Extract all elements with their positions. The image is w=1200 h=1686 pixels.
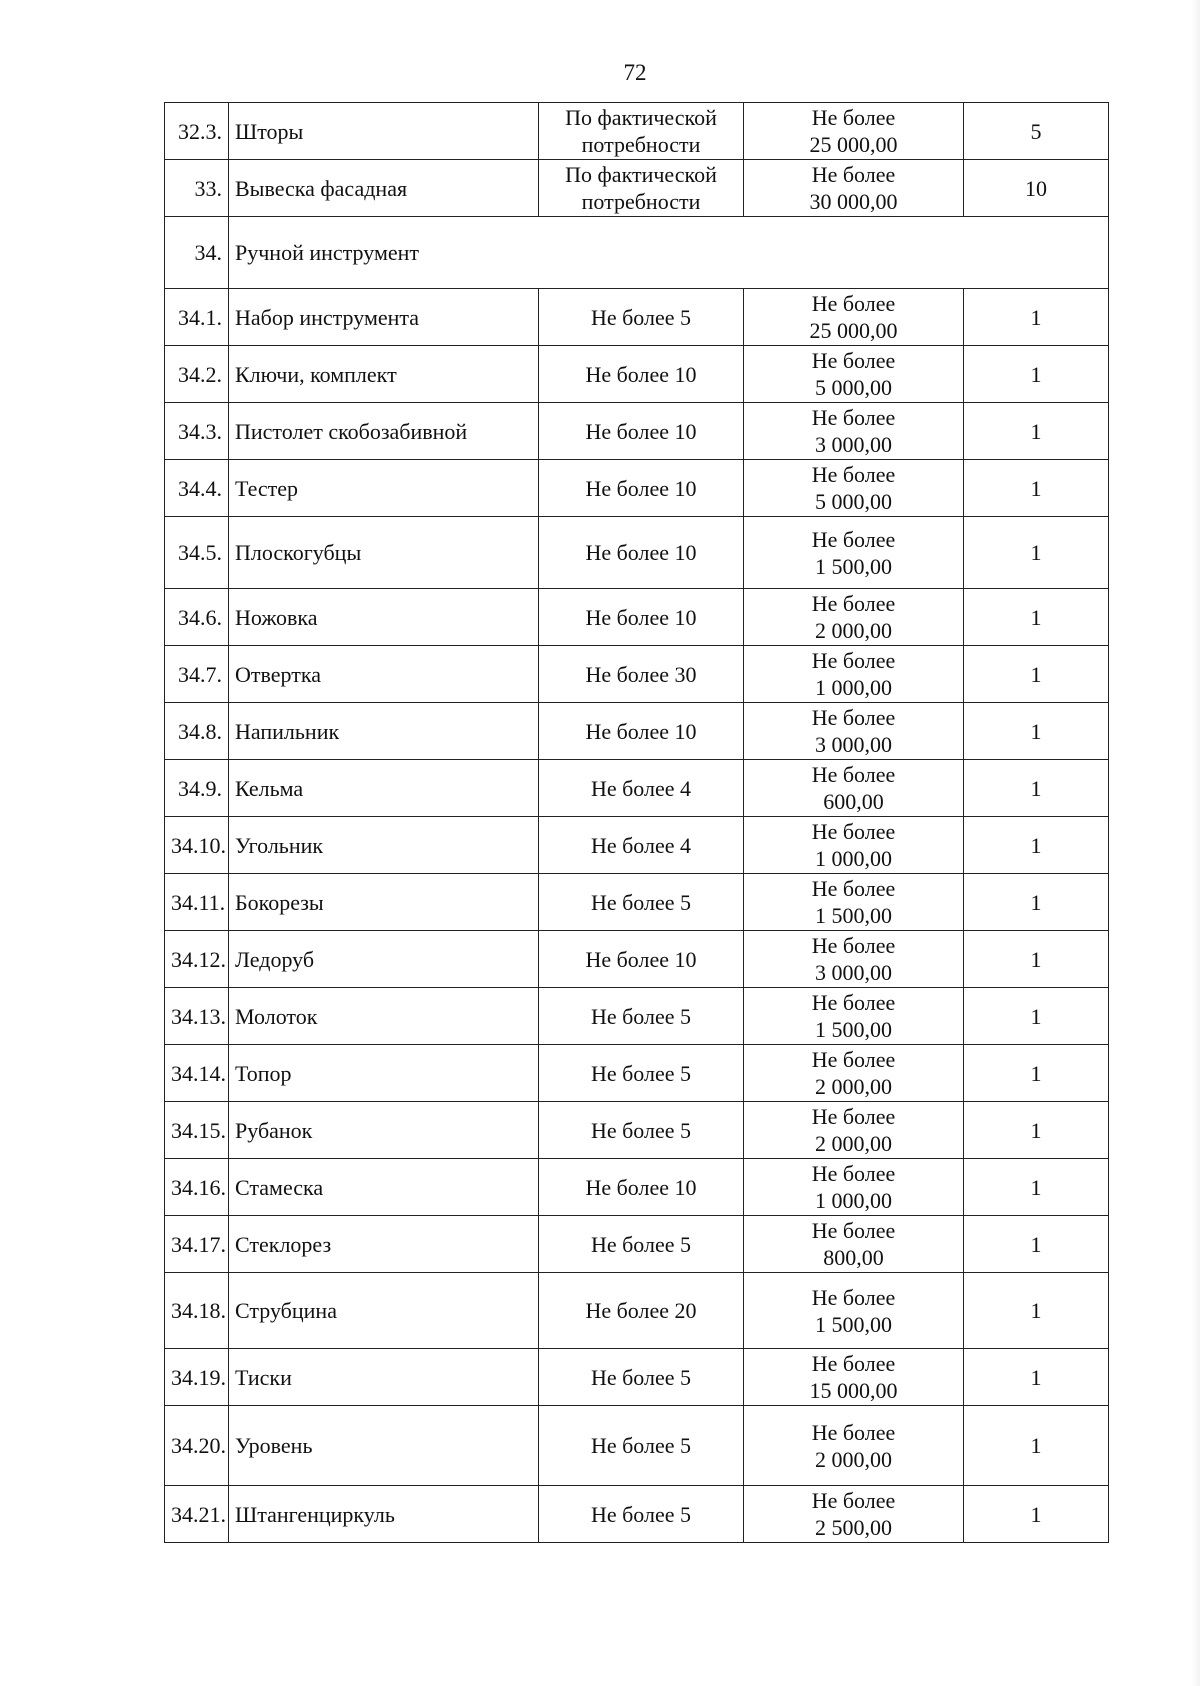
- item-number-cell: 33.: [165, 160, 229, 217]
- price-cell: [744, 817, 964, 874]
- quantity-line: Не более 5: [590, 1003, 692, 1029]
- price-line: 2 500,00: [815, 1515, 892, 1540]
- term-cell: 1: [964, 874, 1109, 931]
- price-cell: [744, 1406, 964, 1486]
- term-cell: 1: [964, 1486, 1109, 1543]
- term-cell: 1: [964, 1045, 1109, 1102]
- table-row: [165, 1486, 1109, 1543]
- item-name-cell: Отвертка: [229, 646, 539, 703]
- price-line: Не более: [811, 990, 896, 1015]
- item-name-cell: Шторы: [229, 103, 539, 160]
- quantity-cell: [539, 646, 744, 703]
- table-row: [165, 160, 1109, 217]
- price-cell: [744, 1486, 964, 1543]
- item-number-cell: 34.6.: [165, 589, 229, 646]
- quantity-line: Не более 20: [585, 1298, 697, 1323]
- price-line: Не более: [811, 591, 896, 616]
- price-line: Не более: [811, 1047, 896, 1072]
- term-cell: 1: [964, 1349, 1109, 1406]
- quantity-line: Не более 5: [590, 304, 692, 330]
- table-row: [165, 589, 1109, 646]
- price-line: Не более: [811, 1351, 896, 1376]
- price-line: Не более: [811, 526, 896, 552]
- price-cell: [744, 1349, 964, 1406]
- item-name-cell: Штангенциркуль: [229, 1486, 539, 1543]
- quantity-cell: [539, 931, 744, 988]
- price-line: 800,00: [823, 1245, 884, 1270]
- table-row: [165, 1406, 1109, 1486]
- quantity-cell: [539, 874, 744, 931]
- price-line: Не более: [811, 462, 896, 487]
- table-row: [165, 988, 1109, 1045]
- table-row: [165, 460, 1109, 517]
- price-line: 25 000,00: [809, 318, 898, 343]
- term-cell: 1: [964, 460, 1109, 517]
- price-line: 30 000,00: [809, 189, 898, 214]
- price-cell: [744, 517, 964, 589]
- quantity-line: Не более 10: [585, 718, 697, 744]
- table-row: [165, 103, 1109, 160]
- quantity-line: Не более 4: [590, 832, 692, 858]
- item-name-cell: Плоскогубцы: [229, 517, 539, 589]
- quantity-line: Не более 10: [585, 475, 697, 501]
- price-line: Не более: [811, 648, 896, 673]
- price-cell: [744, 403, 964, 460]
- item-number-cell: 34.5.: [165, 517, 229, 589]
- item-number-cell: 34.8.: [165, 703, 229, 760]
- price-cell: [744, 1045, 964, 1102]
- item-number-cell: 34.: [165, 217, 229, 289]
- item-number-cell: 34.7.: [165, 646, 229, 703]
- item-number-cell: 34.2.: [165, 346, 229, 403]
- quantity-line: Не более 10: [585, 604, 697, 630]
- price-line: 1 500,00: [815, 903, 892, 928]
- item-name-cell: Струбцина: [229, 1273, 539, 1349]
- price-line: Не более: [811, 348, 896, 373]
- table-row: [165, 403, 1109, 460]
- item-name-cell: Ключи, комплект: [229, 346, 539, 403]
- item-number-cell: 34.19.: [165, 1349, 229, 1406]
- quantity-line: потребности: [581, 189, 701, 214]
- item-number-cell: 34.15.: [165, 1102, 229, 1159]
- price-line: Не более: [811, 291, 896, 316]
- term-cell: 10: [964, 160, 1109, 217]
- price-line: 1 000,00: [815, 846, 892, 871]
- price-line: Не более: [811, 1104, 896, 1129]
- quantity-line: Не более 5: [590, 1117, 692, 1143]
- term-cell: 1: [964, 817, 1109, 874]
- item-number-cell: 34.18.: [165, 1273, 229, 1349]
- price-cell: [744, 1216, 964, 1273]
- table-row: [165, 346, 1109, 403]
- table-row: [165, 1273, 1109, 1349]
- item-name-cell: Тестер: [229, 460, 539, 517]
- item-number-cell: 34.12.: [165, 931, 229, 988]
- item-number-cell: 34.20.: [165, 1406, 229, 1486]
- term-cell: 1: [964, 289, 1109, 346]
- table-row: [165, 646, 1109, 703]
- section-row: [165, 217, 1109, 289]
- item-name-cell: Бокорезы: [229, 874, 539, 931]
- quantity-cell: [539, 1406, 744, 1486]
- price-cell: [744, 760, 964, 817]
- quantity-cell: [539, 760, 744, 817]
- item-name-cell: Уровень: [229, 1406, 539, 1486]
- quantity-line: Не более 10: [585, 361, 697, 387]
- item-name-cell: Топор: [229, 1045, 539, 1102]
- table-row: [165, 1349, 1109, 1406]
- quantity-cell: [539, 1102, 744, 1159]
- table-row: [165, 517, 1109, 589]
- price-line: Не более: [811, 933, 896, 958]
- quantity-line: Не более 5: [590, 1433, 692, 1458]
- quantity-cell: [539, 1159, 744, 1216]
- term-cell: 1: [964, 517, 1109, 589]
- quantity-line: Не более 10: [585, 946, 697, 972]
- item-number-cell: 34.13.: [165, 988, 229, 1045]
- item-number-cell: 34.11.: [165, 874, 229, 931]
- quantity-line: Не более 5: [590, 889, 692, 915]
- quantity-line: Не более 5: [590, 1501, 692, 1527]
- quantity-cell: [539, 1273, 744, 1349]
- price-line: Не более: [811, 876, 896, 901]
- price-line: Не более: [811, 1419, 896, 1445]
- table-row: [165, 1045, 1109, 1102]
- table-row: [165, 931, 1109, 988]
- quantity-cell: [539, 403, 744, 460]
- quantity-cell: [539, 589, 744, 646]
- item-name-cell: Вывеска фасадная: [229, 160, 539, 217]
- item-name-cell: Рубанок: [229, 1102, 539, 1159]
- quantity-cell: [539, 1216, 744, 1273]
- term-cell: 1: [964, 1102, 1109, 1159]
- price-line: 1 000,00: [815, 675, 892, 700]
- term-cell: 1: [964, 1273, 1109, 1349]
- quantity-cell: [539, 1486, 744, 1543]
- item-number-cell: 34.9.: [165, 760, 229, 817]
- quantity-cell: [539, 1349, 744, 1406]
- price-line: Не более: [811, 1218, 896, 1243]
- table-row: [165, 1102, 1109, 1159]
- item-number-cell: 34.3.: [165, 403, 229, 460]
- price-cell: [744, 289, 964, 346]
- quantity-cell: [539, 160, 744, 217]
- table-row: [165, 289, 1109, 346]
- price-line: 3 000,00: [815, 432, 892, 457]
- quantity-line: Не более 5: [590, 1364, 692, 1390]
- price-line: 1 000,00: [815, 1188, 892, 1213]
- price-cell: [744, 1273, 964, 1349]
- price-cell: [744, 1159, 964, 1216]
- term-cell: 1: [964, 1216, 1109, 1273]
- price-line: 2 000,00: [815, 618, 892, 643]
- price-line: 600,00: [823, 789, 884, 814]
- item-name-cell: Ножовка: [229, 589, 539, 646]
- price-line: Не более: [811, 1488, 896, 1513]
- table-row: [165, 760, 1109, 817]
- price-line: 1 500,00: [815, 553, 892, 579]
- item-number-cell: 34.17.: [165, 1216, 229, 1273]
- quantity-line: Не более 5: [590, 1060, 692, 1086]
- quantity-line: По фактической: [565, 105, 717, 130]
- price-cell: [744, 646, 964, 703]
- price-line: Не более: [811, 705, 896, 730]
- quantity-line: Не более 5: [590, 1231, 692, 1257]
- item-name-cell: Тиски: [229, 1349, 539, 1406]
- item-number-cell: 34.4.: [165, 460, 229, 517]
- price-cell: [744, 931, 964, 988]
- quantity-cell: [539, 703, 744, 760]
- quantity-line: Не более 10: [585, 540, 697, 565]
- quantity-line: потребности: [581, 132, 701, 157]
- item-number-cell: 32.3.: [165, 103, 229, 160]
- table-row: [165, 817, 1109, 874]
- item-name-cell: Напильник: [229, 703, 539, 760]
- price-line: Не более: [811, 819, 896, 844]
- table-row: [165, 1216, 1109, 1273]
- item-number-cell: 34.1.: [165, 289, 229, 346]
- page-number: 72: [623, 60, 647, 85]
- price-cell: [744, 460, 964, 517]
- term-cell: 1: [964, 589, 1109, 646]
- quantity-line: Не более 30: [585, 661, 697, 687]
- item-number-cell: 34.21.: [165, 1486, 229, 1543]
- term-cell: 1: [964, 646, 1109, 703]
- term-cell: 1: [964, 760, 1109, 817]
- price-line: 1 500,00: [815, 1311, 892, 1337]
- table-row: [165, 1159, 1109, 1216]
- item-name-cell: Ручной инструмент: [229, 217, 1109, 289]
- item-number-cell: 34.14.: [165, 1045, 229, 1102]
- price-cell: [744, 703, 964, 760]
- term-cell: 1: [964, 1159, 1109, 1216]
- item-name-cell: Стеклорез: [229, 1216, 539, 1273]
- norms-table-body: [165, 103, 1109, 1543]
- price-cell: [744, 160, 964, 217]
- price-line: Не более: [811, 105, 896, 130]
- quantity-line: Не более 4: [590, 775, 692, 801]
- table-row: [165, 874, 1109, 931]
- price-cell: [744, 103, 964, 160]
- price-cell: [744, 589, 964, 646]
- price-line: 3 000,00: [815, 732, 892, 757]
- price-line: 2 000,00: [815, 1131, 892, 1156]
- quantity-cell: [539, 289, 744, 346]
- price-cell: [744, 1102, 964, 1159]
- term-cell: 5: [964, 103, 1109, 160]
- price-line: Не более: [811, 1284, 896, 1310]
- quantity-line: Не более 10: [585, 1174, 697, 1200]
- price-line: 15 000,00: [809, 1378, 898, 1403]
- price-line: Не более: [811, 405, 896, 430]
- quantity-cell: [539, 346, 744, 403]
- term-cell: 1: [964, 988, 1109, 1045]
- item-name-cell: Молоток: [229, 988, 539, 1045]
- quantity-cell: [539, 517, 744, 589]
- price-line: 5 000,00: [815, 375, 892, 400]
- item-number-cell: 34.10.: [165, 817, 229, 874]
- price-line: Не более: [811, 1161, 896, 1186]
- quantity-cell: [539, 1045, 744, 1102]
- term-cell: 1: [964, 1406, 1109, 1486]
- item-number-cell: 34.16.: [165, 1159, 229, 1216]
- term-cell: 1: [964, 931, 1109, 988]
- quantity-cell: [539, 817, 744, 874]
- quantity-line: Не более 10: [585, 418, 697, 444]
- price-line: Не более: [811, 162, 896, 187]
- item-name-cell: Угольник: [229, 817, 539, 874]
- quantity-line: По фактической: [565, 162, 717, 187]
- term-cell: 1: [964, 403, 1109, 460]
- price-cell: [744, 874, 964, 931]
- price-line: Не более: [811, 762, 896, 787]
- price-cell: [744, 346, 964, 403]
- term-cell: 1: [964, 703, 1109, 760]
- price-line: 3 000,00: [815, 960, 892, 985]
- item-name-cell: Кельма: [229, 760, 539, 817]
- scan-edge: [1192, 0, 1200, 1686]
- term-cell: 1: [964, 346, 1109, 403]
- price-line: 1 500,00: [815, 1017, 892, 1042]
- price-line: 5 000,00: [815, 489, 892, 514]
- quantity-cell: [539, 103, 744, 160]
- quantity-cell: [539, 988, 744, 1045]
- quantity-cell: [539, 460, 744, 517]
- price-line: 2 000,00: [815, 1074, 892, 1099]
- item-name-cell: Ледоруб: [229, 931, 539, 988]
- price-line: 2 000,00: [815, 1446, 892, 1472]
- price-cell: [744, 988, 964, 1045]
- item-name-cell: Набор инструмента: [229, 289, 539, 346]
- table-row: [165, 703, 1109, 760]
- price-line: 25 000,00: [809, 132, 898, 157]
- item-name-cell: Пистолет скобозабивной: [229, 403, 539, 460]
- item-name-cell: Стамеска: [229, 1159, 539, 1216]
- norms-table: [164, 102, 1109, 1543]
